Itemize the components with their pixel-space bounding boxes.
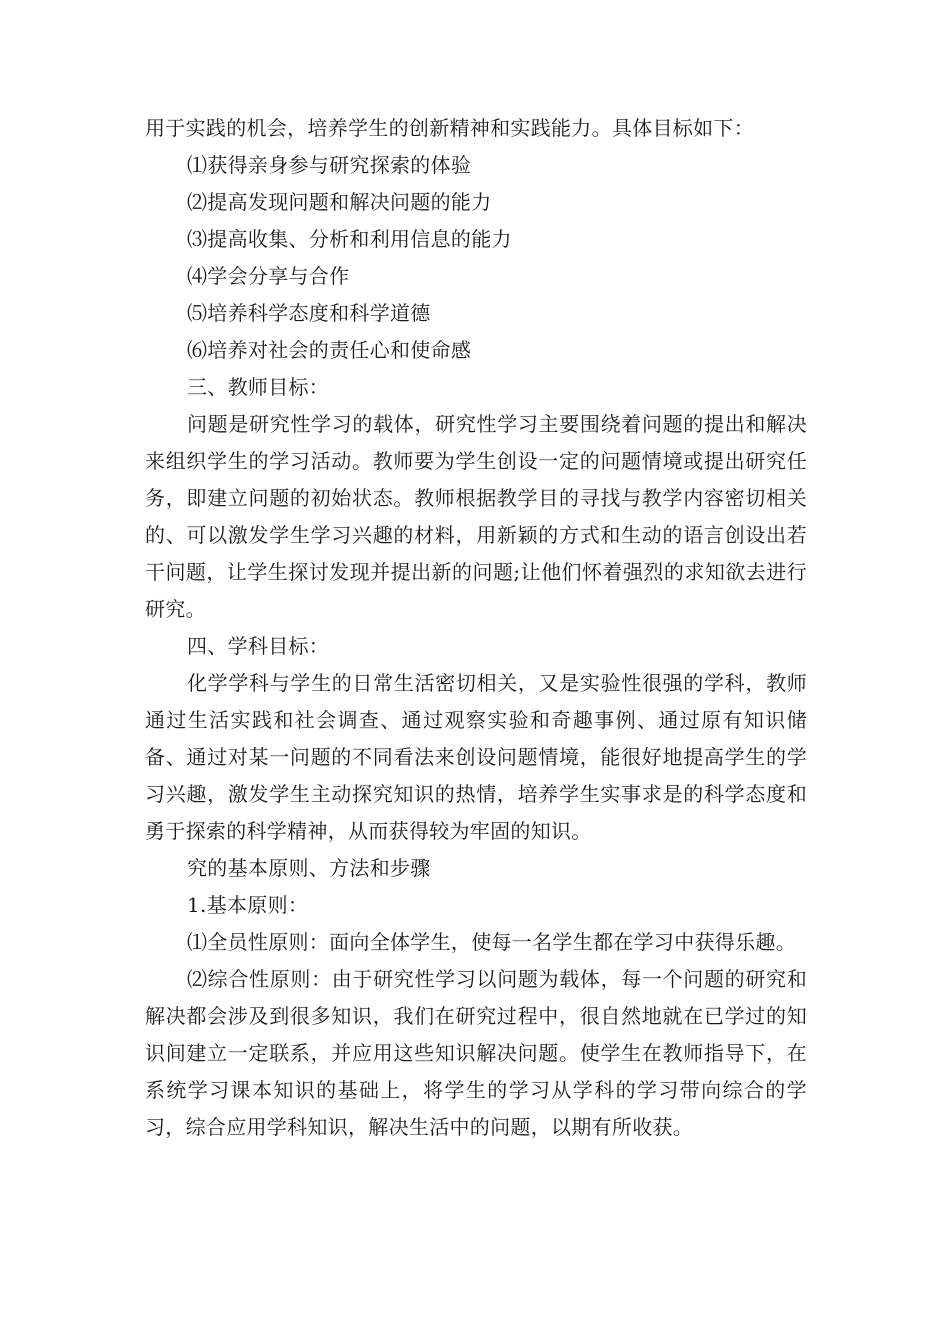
list-item-goal-5: ⑸培养科学态度和科学道德	[187, 301, 431, 325]
section-heading-principles: 究的基本原则、方法和步骤	[187, 856, 431, 880]
paragraph-principle-2: ⑵综合性原则：由于研究性学习以问题为载体，每一个问题的研究和解决都会涉及到很多知识，我们在研究过程中，很自然地就在已学过的知识间建立一定联系，并应用这些知识解决问题。使学生在教师指导下，在系统学习课本知识的基础上，将学生的学习从学科的学习带向综合的学习，综合应用学科知识，解决生活中的问题，以期有所收获。	[145, 967, 807, 1139]
list-item-goal-2: ⑵提高发现问题和解决问题的能力	[187, 190, 492, 214]
paragraph-subject-goals: 化学学科与学生的日常生活密切相关，又是实验性很强的学科，教师通过生活实践和社会调查、通过观察实验和奇趣事例、通过原有知识储备、通过对某一问题的不同看法来创设问题情境，能很好地提高学生的学习兴趣，激发学生主动探究知识的热情，培养学生实事求是的科学态度和勇于探索的科学精神，从而获得较为牢固的知识。	[145, 671, 807, 843]
list-item-goal-4: ⑷学会分享与合作	[187, 264, 350, 288]
list-item-goal-3: ⑶提高收集、分析和利用信息的能力	[187, 227, 512, 251]
section-heading-subject-goals: 四、学科目标：	[187, 634, 330, 658]
list-item-goal-1: ⑴获得亲身参与研究探索的体验	[187, 153, 472, 177]
section-heading-teacher-goals: 三、教师目标：	[187, 375, 330, 399]
list-item-goal-6: ⑹培养对社会的责任心和使命感	[187, 338, 472, 362]
document-body	[145, 110, 807, 1146]
paragraph-teacher-goals: 问题是研究性学习的载体，研究性学习主要围绕着问题的提出和解决来组织学生的学习活动。教师要为学生创设一定的问题情境或提出研究任务，即建立问题的初始状态。教师根据教学目的寻找与教学内容密切相关的、可以激发学生学习兴趣的材料，用新颖的方式和生动的语言创设出若干问题，让学生探讨发现并提出新的问题;让他们怀着强烈的求知欲去进行研究。	[145, 412, 807, 621]
paragraph-intro: 用于实践的机会，培养学生的创新精神和实践能力。具体目标如下：	[145, 116, 754, 140]
paragraph-principle-1: ⑴全员性原则：面向全体学生，使每一名学生都在学习中获得乐趣。	[187, 930, 796, 954]
subheading-basic-principles: 1.基本原则：	[187, 893, 309, 917]
